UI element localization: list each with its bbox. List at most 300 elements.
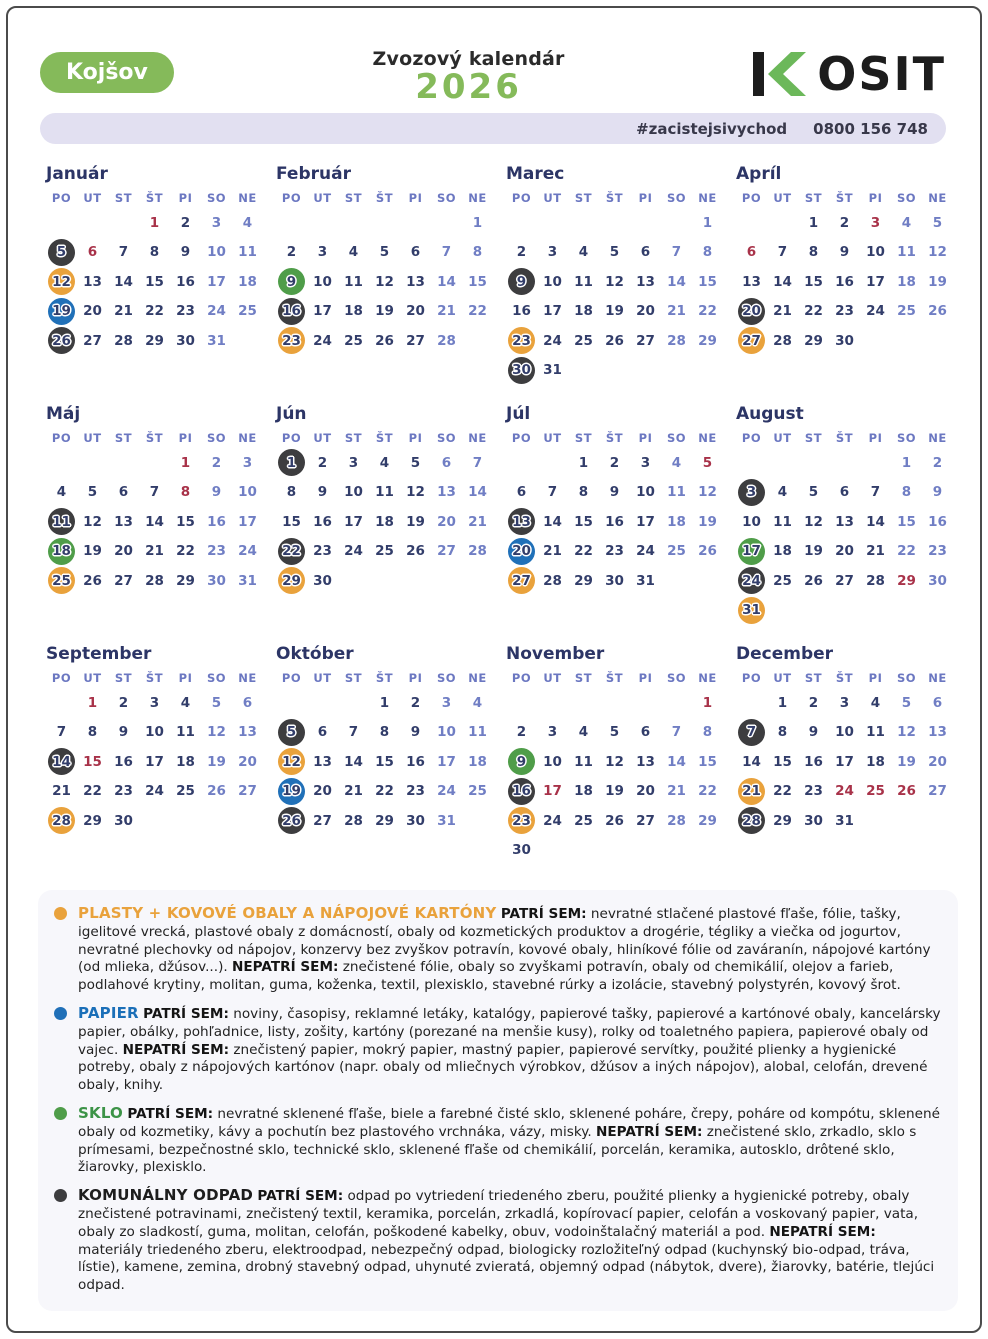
- day-cell: 4: [56, 484, 67, 501]
- day-cell: 16: [406, 753, 425, 770]
- empty-cell: [338, 208, 369, 238]
- weekday-label: NE: [698, 191, 717, 205]
- month-4: [736, 164, 960, 379]
- day-number: 1: [286, 454, 297, 471]
- weekday-label: PO: [511, 431, 532, 445]
- days-grid: [506, 448, 730, 596]
- day-cell: 2: [317, 454, 328, 471]
- day-cell: 15: [574, 513, 593, 530]
- day-cell: 3: [242, 454, 253, 471]
- pickup-day-plasty-kovove-obaly: [506, 566, 537, 596]
- day-cell: 31: [437, 812, 456, 829]
- weekday-label: UT: [773, 671, 792, 685]
- pickup-circle-orange: [278, 748, 305, 775]
- pickup-circle-black: [48, 327, 75, 354]
- empty-cell: [46, 448, 77, 478]
- empty-cell: [506, 688, 537, 718]
- weekday-label: SO: [666, 431, 687, 445]
- day-cell: 26: [804, 572, 823, 589]
- weekday-label: ŠT: [375, 191, 394, 205]
- day-cell: 5: [87, 484, 98, 501]
- day-cell: 14: [866, 513, 885, 530]
- day-cell: 30: [406, 812, 425, 829]
- weekday-label: SO: [206, 191, 227, 205]
- day-cell: 18: [866, 753, 885, 770]
- day-cell: 25: [897, 303, 916, 320]
- day-cell: 6: [640, 244, 651, 261]
- day-cell: 8: [87, 724, 98, 741]
- pickup-circle-blue: [508, 538, 535, 565]
- days-grid: [276, 448, 500, 596]
- pickup-circle-black: [738, 298, 765, 325]
- day-cell: 13: [928, 724, 947, 741]
- day-cell: 5: [609, 244, 620, 261]
- pickup-circle-black: [508, 357, 535, 384]
- day-cell: 18: [468, 753, 487, 770]
- day-cell: 1: [87, 694, 98, 711]
- day-cell: 11: [897, 244, 916, 261]
- day-cell: 19: [605, 303, 624, 320]
- day-cell: 26: [605, 812, 624, 829]
- pickup-circle-black: [278, 449, 305, 476]
- day-cell: 29: [773, 812, 792, 829]
- weekday-label: PI: [638, 191, 653, 205]
- day-cell: 5: [901, 694, 912, 711]
- weekday-label: PO: [281, 191, 302, 205]
- hashtag-label: #zacistejsivychod: [636, 119, 788, 138]
- weekday-label: PI: [408, 431, 423, 445]
- day-cell: 20: [437, 513, 456, 530]
- day-cell: 2: [180, 214, 191, 231]
- day-cell: 14: [344, 753, 363, 770]
- day-cell: 24: [437, 783, 456, 800]
- day-cell: 21: [114, 303, 133, 320]
- day-cell: 21: [437, 303, 456, 320]
- day-cell: 24: [238, 543, 257, 560]
- day-cell: 3: [317, 244, 328, 261]
- day-cell: 27: [928, 783, 947, 800]
- weekday-label: NE: [468, 431, 487, 445]
- day-cell: 27: [636, 812, 655, 829]
- pickup-day-komunalny-odpad: [46, 747, 77, 777]
- day-cell: 18: [375, 513, 394, 530]
- day-cell: 21: [667, 303, 686, 320]
- day-cell: 1: [379, 694, 390, 711]
- empty-cell: [338, 688, 369, 718]
- day-cell: 4: [578, 244, 589, 261]
- day-cell: 25: [773, 572, 792, 589]
- pickup-circle-black: [738, 479, 765, 506]
- day-number: 30: [512, 362, 531, 379]
- day-cell: 2: [808, 694, 819, 711]
- pickup-day-plasty-kovove-obaly: [276, 326, 307, 356]
- pickup-circle-orange: [508, 567, 535, 594]
- weekday-label: PO: [281, 671, 302, 685]
- day-cell: 2: [932, 454, 943, 471]
- day-cell: 13: [313, 753, 332, 770]
- day-cell: 16: [512, 303, 531, 320]
- month-1: [46, 164, 270, 379]
- day-cell: 10: [207, 244, 226, 261]
- day-cell: 22: [574, 543, 593, 560]
- empty-cell: [736, 208, 767, 238]
- weekday-label: UT: [543, 671, 562, 685]
- day-number: 5: [286, 724, 297, 741]
- days-grid: [736, 448, 960, 625]
- day-cell: 16: [928, 513, 947, 530]
- weekday-label: SO: [436, 431, 457, 445]
- weekday-label: UT: [773, 431, 792, 445]
- day-cell: 17: [636, 513, 655, 530]
- day-cell: 10: [437, 724, 456, 741]
- day-cell: 17: [207, 273, 226, 290]
- day-cell: 18: [667, 513, 686, 530]
- weekday-label: PO: [511, 671, 532, 685]
- day-cell: 14: [114, 273, 133, 290]
- empty-cell: [829, 448, 860, 478]
- month-title: November: [506, 644, 605, 664]
- empty-cell: [537, 208, 568, 238]
- weekday-label: NE: [468, 191, 487, 205]
- weekday-label: UT: [83, 671, 102, 685]
- day-cell: 14: [543, 513, 562, 530]
- weekday-label: ST: [344, 671, 363, 685]
- day-cell: 15: [773, 753, 792, 770]
- day-cell: 25: [468, 783, 487, 800]
- day-cell: 25: [238, 303, 257, 320]
- weekday-label: ST: [114, 431, 133, 445]
- day-cell: 29: [698, 812, 717, 829]
- day-cell: 27: [437, 543, 456, 560]
- weekday-label: ST: [344, 191, 363, 205]
- day-cell: 21: [52, 783, 71, 800]
- day-cell: 24: [866, 303, 885, 320]
- pickup-circle-green: [278, 268, 305, 295]
- day-cell: 22: [897, 543, 916, 560]
- day-cell: 13: [437, 484, 456, 501]
- day-cell: 11: [375, 484, 394, 501]
- day-cell: 14: [667, 273, 686, 290]
- weekday-label: ŠT: [605, 431, 624, 445]
- day-cell: 23: [176, 303, 195, 320]
- day-cell: 1: [149, 214, 160, 231]
- day-cell: 14: [667, 753, 686, 770]
- day-cell: 17: [437, 753, 456, 770]
- pickup-day-komunalny-odpad: [46, 507, 77, 537]
- day-cell: 7: [870, 484, 881, 501]
- day-cell: 11: [344, 273, 363, 290]
- pickup-day-papier: [506, 537, 537, 567]
- day-cell: 1: [808, 214, 819, 231]
- month-9: [46, 644, 270, 859]
- day-cell: 9: [118, 724, 129, 741]
- day-cell: 13: [406, 273, 425, 290]
- day-cell: 14: [145, 513, 164, 530]
- weekday-label: UT: [313, 191, 332, 205]
- day-cell: 19: [207, 753, 226, 770]
- day-cell: 7: [547, 484, 558, 501]
- day-number: 11: [52, 513, 71, 530]
- weekday-label: PI: [408, 191, 423, 205]
- weekday-label: SO: [436, 191, 457, 205]
- nepatri-sem-text: materiály triedeného zberu, elektroodpad, nebezpečný odpad, biologicky rozložiteľný odpad (kuchynský bio-odpad, tráva, lístie), kamene, zemina, drobný stavebný odpad, uhynuté zvieratá, objemný odpad (nábytok, dvere), žiarovky, batérie, tlejúci odpad.: [78, 1241, 935, 1294]
- month-title: Jún: [276, 404, 307, 424]
- day-cell: 5: [808, 484, 819, 501]
- day-cell: 19: [605, 783, 624, 800]
- pickup-day-plasty-kovove-obaly: [736, 596, 767, 626]
- weekday-header: [276, 431, 500, 445]
- pickup-day-komunalny-odpad: [506, 507, 537, 537]
- weekday-header: [736, 671, 960, 685]
- weekday-label: SO: [666, 671, 687, 685]
- day-cell: 14: [437, 273, 456, 290]
- nepatri-sem-text: znečistený papier, mokrý papier, mastný papier, papierové servítky, použité plienky a hygienické potreby, obaly z nápojových kartónov (napr. obaly od mliečnych výrobkov, džúsov a iných nápojov), alobal, celofán, drevené obaly, knihy.: [78, 1041, 928, 1094]
- day-cell: 24: [835, 783, 854, 800]
- day-number: 14: [52, 753, 71, 770]
- day-cell: 15: [468, 273, 487, 290]
- weekday-label: PI: [868, 191, 883, 205]
- day-cell: 15: [282, 513, 301, 530]
- phone-number: 0800 156 748: [813, 119, 928, 138]
- day-cell: 24: [207, 303, 226, 320]
- days-grid: [736, 688, 960, 836]
- day-cell: 27: [636, 332, 655, 349]
- pickup-circle-orange: [738, 327, 765, 354]
- day-cell: 22: [375, 783, 394, 800]
- empty-cell: [860, 448, 891, 478]
- month-2: [276, 164, 500, 379]
- day-cell: 3: [640, 454, 651, 471]
- day-cell: 30: [928, 572, 947, 589]
- day-number: 18: [52, 543, 71, 560]
- pickup-circle-orange: [48, 807, 75, 834]
- day-cell: 5: [211, 694, 222, 711]
- day-cell: 23: [605, 543, 624, 560]
- day-cell: 13: [114, 513, 133, 530]
- pickup-circle-black: [278, 719, 305, 746]
- day-cell: 12: [605, 273, 624, 290]
- weekday-label: PI: [178, 431, 193, 445]
- day-number: 9: [516, 753, 527, 770]
- day-number: 28: [52, 812, 71, 829]
- month-12: [736, 644, 960, 859]
- pickup-circle-black: [48, 239, 75, 266]
- pickup-day-komunalny-odpad: [276, 806, 307, 836]
- pickup-day-sklo: [276, 267, 307, 297]
- patri-sem-label: PATRÍ SEM:: [143, 1005, 229, 1022]
- month-10: [276, 644, 500, 859]
- day-cell: 6: [317, 724, 328, 741]
- day-cell: 7: [671, 244, 682, 261]
- pickup-day-plasty-kovove-obaly: [506, 806, 537, 836]
- day-cell: 7: [777, 244, 788, 261]
- pickup-day-papier: [276, 777, 307, 807]
- day-cell: 15: [698, 753, 717, 770]
- empty-cell: [661, 208, 692, 238]
- day-cell: 15: [145, 273, 164, 290]
- day-cell: 17: [543, 783, 562, 800]
- empty-cell: [767, 208, 798, 238]
- weekday-label: UT: [773, 191, 792, 205]
- month-title: Marec: [506, 164, 565, 184]
- weekday-label: PO: [741, 671, 762, 685]
- weekday-label: PI: [178, 671, 193, 685]
- day-cell: 10: [835, 724, 854, 741]
- empty-cell: [77, 208, 108, 238]
- month-title: Máj: [46, 404, 81, 424]
- day-cell: 18: [897, 273, 916, 290]
- legend-title: SKLO: [78, 1103, 124, 1122]
- weekday-label: NE: [698, 671, 717, 685]
- day-cell: 14: [468, 484, 487, 501]
- weekday-label: ST: [114, 671, 133, 685]
- kosit-logo: [751, 47, 946, 101]
- day-cell: 6: [516, 484, 527, 501]
- day-cell: 23: [207, 543, 226, 560]
- day-cell: 22: [698, 783, 717, 800]
- day-cell: 28: [667, 812, 686, 829]
- day-cell: 19: [83, 543, 102, 560]
- pickup-day-plasty-kovove-obaly: [46, 806, 77, 836]
- day-cell: 15: [804, 273, 823, 290]
- pickup-day-plasty-kovove-obaly: [276, 566, 307, 596]
- day-cell: 4: [180, 694, 191, 711]
- legend-item-komunalny-odpad: [52, 1186, 944, 1295]
- weekday-label: SO: [206, 431, 227, 445]
- day-cell: 4: [777, 484, 788, 501]
- day-cell: 4: [671, 454, 682, 471]
- nepatri-sem-label: NEPATRÍ SEM:: [769, 1223, 876, 1240]
- empty-cell: [568, 688, 599, 718]
- pickup-day-komunalny-odpad: [506, 777, 537, 807]
- day-cell: 10: [742, 513, 761, 530]
- day-cell: 24: [543, 812, 562, 829]
- day-cell: 26: [406, 543, 425, 560]
- day-cell: 22: [698, 303, 717, 320]
- weekday-label: ST: [114, 191, 133, 205]
- patri-sem-label: PATRÍ SEM:: [257, 1188, 344, 1205]
- day-cell: 9: [609, 484, 620, 501]
- weekday-label: UT: [83, 191, 102, 205]
- day-cell: 11: [468, 724, 487, 741]
- day-cell: 25: [574, 812, 593, 829]
- weekday-label: ST: [804, 671, 823, 685]
- pickup-day-komunalny-odpad: [276, 297, 307, 327]
- day-cell: 16: [605, 513, 624, 530]
- day-cell: 19: [897, 753, 916, 770]
- weekday-label: SO: [436, 671, 457, 685]
- empty-cell: [736, 688, 767, 718]
- papier-bullet-icon: [54, 1007, 67, 1020]
- day-cell: 12: [375, 273, 394, 290]
- day-cell: 9: [180, 244, 191, 261]
- day-cell: 13: [742, 273, 761, 290]
- day-cell: 16: [176, 273, 195, 290]
- day-cell: 29: [375, 812, 394, 829]
- day-cell: 2: [118, 694, 129, 711]
- day-cell: 9: [932, 484, 943, 501]
- day-cell: 21: [145, 543, 164, 560]
- pickup-circle-black: [738, 567, 765, 594]
- day-cell: 17: [344, 513, 363, 530]
- empty-cell: [537, 688, 568, 718]
- weekday-label: NE: [928, 191, 947, 205]
- weekday-label: NE: [698, 431, 717, 445]
- day-cell: 20: [406, 303, 425, 320]
- day-cell: 25: [375, 543, 394, 560]
- month-title: August: [736, 404, 804, 424]
- day-cell: 18: [344, 303, 363, 320]
- day-number: 24: [742, 572, 761, 589]
- day-cell: 22: [773, 783, 792, 800]
- month-6: [276, 404, 500, 619]
- day-cell: 8: [472, 244, 483, 261]
- days-grid: [736, 208, 960, 356]
- weekday-label: ŠT: [375, 671, 394, 685]
- day-cell: 13: [636, 753, 655, 770]
- weekday-label: PO: [281, 431, 302, 445]
- pickup-day-komunalny-odpad: [736, 806, 767, 836]
- day-cell: 3: [149, 694, 160, 711]
- day-number: 27: [512, 572, 531, 589]
- day-cell: 19: [804, 543, 823, 560]
- weekday-label: PO: [51, 431, 72, 445]
- day-cell: 27: [406, 332, 425, 349]
- month-8: [736, 404, 960, 619]
- day-cell: 31: [636, 572, 655, 589]
- pickup-circle-orange: [508, 807, 535, 834]
- weekday-label: ST: [344, 431, 363, 445]
- day-cell: 15: [176, 513, 195, 530]
- day-cell: 20: [835, 543, 854, 560]
- day-cell: 25: [344, 332, 363, 349]
- day-cell: 5: [609, 724, 620, 741]
- day-cell: 3: [547, 724, 558, 741]
- day-cell: 1: [702, 694, 713, 711]
- day-number: 19: [282, 783, 301, 800]
- pickup-day-komunalny-odpad: [276, 448, 307, 478]
- day-cell: 10: [344, 484, 363, 501]
- day-cell: 16: [804, 753, 823, 770]
- day-cell: 15: [698, 273, 717, 290]
- weekday-label: ŠT: [605, 191, 624, 205]
- day-cell: 24: [313, 332, 332, 349]
- day-cell: 10: [866, 244, 885, 261]
- days-grid: [276, 688, 500, 836]
- day-number: 16: [512, 783, 531, 800]
- weekday-label: SO: [666, 191, 687, 205]
- pickup-circle-black: [738, 807, 765, 834]
- pickup-day-sklo: [736, 537, 767, 567]
- pickup-circle-black: [48, 748, 75, 775]
- legend-title: KOMUNÁLNY ODPAD: [78, 1186, 254, 1205]
- day-cell: 4: [472, 694, 483, 711]
- day-cell: 22: [83, 783, 102, 800]
- day-cell: 17: [145, 753, 164, 770]
- nepatri-sem-text: znečistené sklo, zrkadlo, sklo s prímesami, bezpečnostné sklo, technické sklo, sklenené fľaše od chemikálií, porcelán, keramika, autosklo, drôtené sklo, žiarovky, plexisklo.: [78, 1123, 917, 1176]
- weekday-label: PO: [51, 191, 72, 205]
- day-cell: 28: [145, 572, 164, 589]
- day-cell: 8: [379, 724, 390, 741]
- day-cell: 28: [543, 572, 562, 589]
- day-cell: 23: [313, 543, 332, 560]
- day-cell: 16: [313, 513, 332, 530]
- day-cell: 6: [87, 244, 98, 261]
- nepatri-sem-label: NEPATRÍ SEM:: [596, 1123, 703, 1140]
- day-cell: 29: [145, 332, 164, 349]
- empty-cell: [276, 688, 307, 718]
- day-cell: 26: [928, 303, 947, 320]
